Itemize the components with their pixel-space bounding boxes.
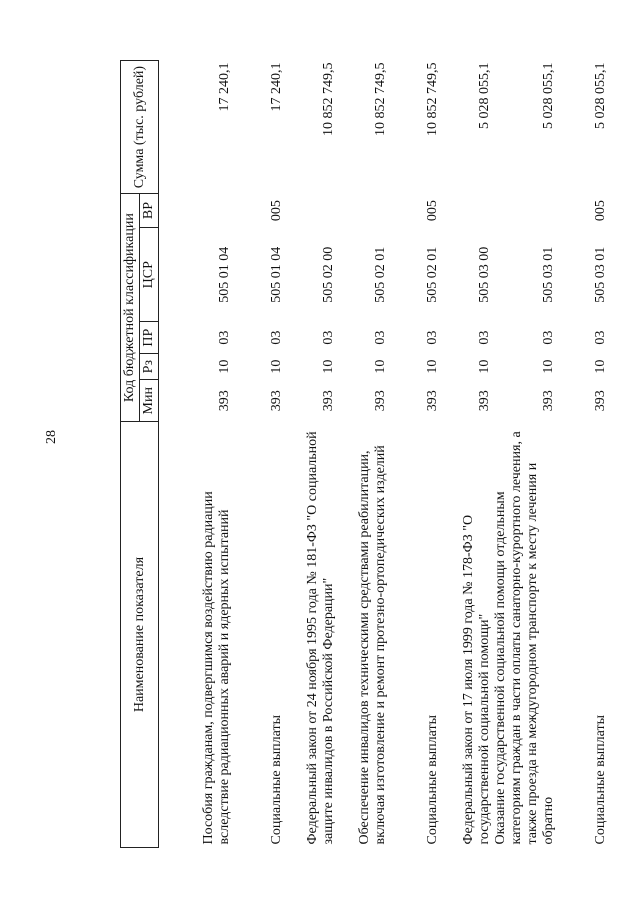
header-rz: Рз [140,353,159,380]
cell-sum: 17 240,1 [269,62,285,112]
cell-vr [441,194,493,228]
header-pr: ПР [140,322,159,353]
cell-vr [181,194,233,228]
cell-name: Оказание государственной социальной помощи отдельным категориям граждан в части оплаты санаторно-курортного лечения, а также проезда на междугородном транспорте к месту лечения и обратно [493,431,557,845]
cell-rz: 10 [541,359,557,374]
cell-name: Федеральный закон от 17 июля 1999 года № 178-ФЗ "О государственной социальной помощи" [461,514,493,845]
cell-rz: 10 [373,359,389,374]
cell-rz: 10 [593,359,609,374]
cell-vr [493,194,557,228]
cell-vr: 005 [425,200,441,222]
header-csr: ЦСР [140,228,159,322]
cell-csr: 505 01 04 [217,246,233,303]
header-code-group: Код бюджетной классификации [121,194,140,422]
cell-csr: 505 03 01 [593,246,609,303]
table-row [493,61,557,848]
cell-vr: 005 [593,200,609,222]
cell-csr: 505 02 00 [321,246,337,303]
cell-rz: 10 [425,359,441,374]
cell-min: 393 [321,390,337,412]
cell-vr [285,194,337,228]
table-body [159,61,610,848]
cell-min: 393 [425,390,441,412]
table-row [233,61,285,848]
cell-rz: 10 [269,359,285,374]
cell-sum: 17 240,1 [217,62,233,112]
cell-sum: 5 028 055,1 [477,62,493,129]
cell-csr: 505 03 01 [541,246,557,303]
cell-rz: 10 [477,359,493,374]
page-number: 28 [44,430,59,444]
cell-pr: 03 [269,330,285,345]
cell-sum: 10 852 749,5 [373,62,389,136]
cell-csr: 505 02 01 [425,246,441,303]
cell-sum: 5 028 055,1 [541,62,557,129]
cell-csr: 505 01 04 [269,246,285,303]
cell-csr: 505 03 00 [477,246,493,303]
cell-name: Социальные выплаты [269,714,285,845]
cell-name: Федеральный закон от 24 ноября 1995 года № 181-ФЗ "О социальной защите инвалидов в Российской Федерации" [305,431,337,845]
header-name: Наименование показателя [121,422,159,848]
cell-csr: 505 02 01 [373,246,389,303]
header-min: Мин [140,380,159,422]
table-row [389,61,441,848]
cell-pr: 03 [321,330,337,345]
table-row [441,61,493,848]
cell-pr: 03 [541,330,557,345]
cell-pr: 03 [593,330,609,345]
cell-sum: 10 852 749,5 [425,62,441,136]
cell-name: Социальные выплаты [593,714,609,845]
cell-min: 393 [373,390,389,412]
table-row [337,61,389,848]
cell-pr: 03 [477,330,493,345]
cell-rz: 10 [321,359,337,374]
table-row [285,61,337,848]
table-row [558,61,610,848]
table-row [181,61,233,848]
cell-min: 393 [477,390,493,412]
budget-table [120,60,610,848]
cell-sum: 5 028 055,1 [593,62,609,129]
cell-vr: 005 [269,200,285,222]
cell-vr [337,194,389,228]
cell-min: 393 [217,390,233,412]
budget-table-sheet [120,60,609,848]
cell-sum: 10 852 749,5 [321,62,337,136]
cell-pr: 03 [425,330,441,345]
cell-pr: 03 [373,330,389,345]
cell-min: 393 [269,390,285,412]
cell-min: 393 [593,390,609,412]
cell-pr: 03 [217,330,233,345]
cell-name: Пособия гражданам, подвергшимся воздействию радиации вследствие радиационных аварий и ядерных испытаний [201,491,233,845]
cell-name: Социальные выплаты [425,714,441,845]
header-vr: ВР [140,194,159,228]
header-sum: Сумма (тыс. рублей) [121,61,159,194]
cell-name: Обеспечение инвалидов техническими средствами реабилитации, включая изготовление и ремонт протезно-ортопедических изделий [357,445,389,845]
cell-min: 393 [541,390,557,412]
cell-rz: 10 [217,359,233,374]
